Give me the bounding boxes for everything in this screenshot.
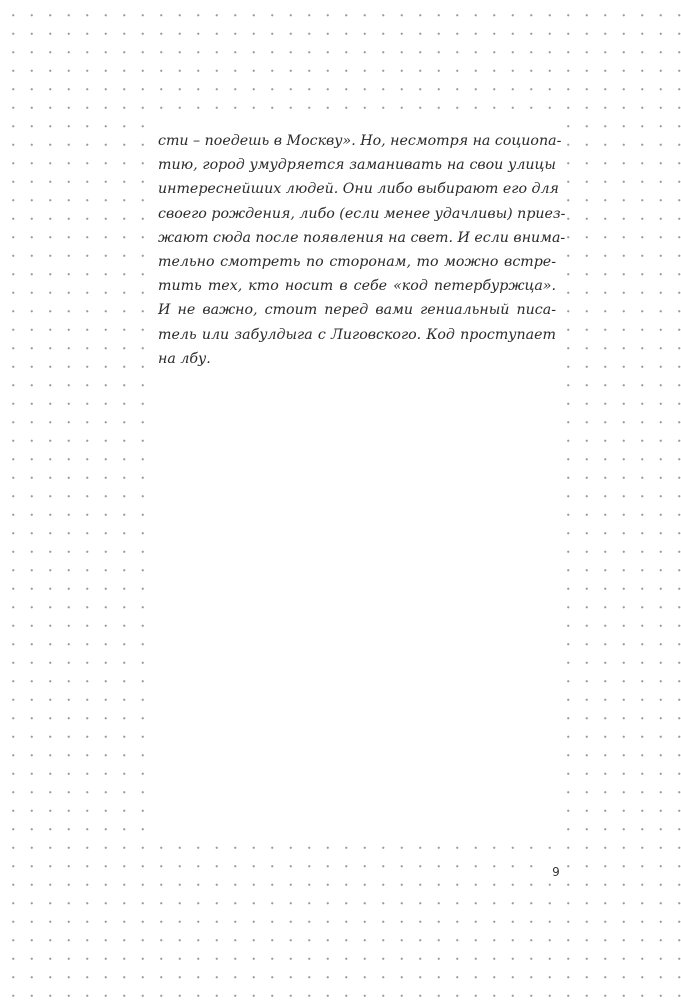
text-line: своего рождения, либо (если менее удачливы) приез- [158, 205, 566, 222]
text-line: тию, город умудряется заманивать на свои улицы [158, 157, 556, 174]
text-line: интереснейших людей. Они либо выбирают его для [158, 181, 559, 198]
text-line: на лбу. [158, 350, 211, 367]
text-line: тить тех, кто носит в себе «код петербуржца». [158, 278, 556, 295]
text-line: тельно смотреть по сторонам, то можно встре- [158, 254, 556, 271]
text-line: жают сюда после появления на свет. И если внима- [158, 229, 566, 246]
body-paragraph [158, 129, 566, 371]
text-block [148, 121, 566, 842]
text-line: тель или забулдыга с Лиговского. Код проступает [158, 326, 556, 343]
page-number: 9 [545, 862, 567, 882]
text-line: И не важно, стоит перед вами гениальный писа- [158, 302, 556, 319]
text-line: сти – поедешь в Москву». Но, несмотря на социопа- [158, 133, 562, 149]
